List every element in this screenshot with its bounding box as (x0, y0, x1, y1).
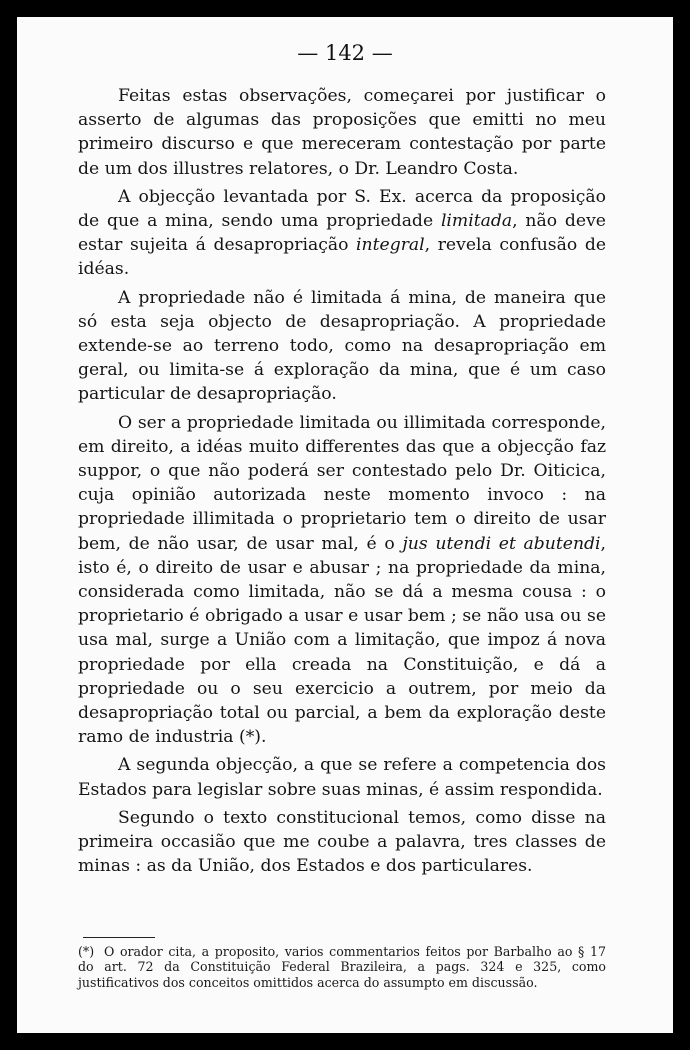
body-text (78, 84, 606, 879)
paragraph-4-part-1: O ser a propriedade limitada ou illimitada corresponde, em direito, a idéas muito differentes das que a objecção faz suppor, o que não poderá ser contestado pelo Dr. Oiticica, cuja opinião autorizada neste momento invoco : na propriedade illimitada o proprietario tem o direito de usar bem, de não usar, de usar mal, é o (78, 412, 606, 554)
footnote (78, 944, 606, 990)
paragraph-2-part-3: , não deve estar sujeita á desapropriação (78, 211, 606, 256)
paragraph-6: Segundo o texto constitucional temos, como disse na primeira occasião que me coube a palavra, tres classes de minas : as da União, dos Estados e dos particulares. (78, 807, 606, 877)
footnote-text: O orador cita, a proposito, varios commentarios feitos por Barbalho ao § 17 do art. 72 da Constituição Federal Brazileira, a pags. 324 e 325, como justificativos dos conceitos omittidos acerca do assumpto em discussão. (78, 944, 606, 990)
emphasis-integral: integral (356, 235, 425, 256)
emphasis-limitada: limitada (440, 211, 513, 232)
paragraph-5: A segunda objecção, a que se refere a competencia dos Estados para legislar sobre suas minas, é assim respondida. (78, 755, 606, 800)
paragraph-2-part-5: , revela confusão de idéas. (78, 235, 606, 280)
page-number: — 142 — (297, 41, 393, 65)
paragraph-4-part-3: , isto é, o direito de usar e abusar ; na propriedade da mina, considerada como limitada, não se dá a mesma cousa : o proprietario é obrigado a usar e usar bem ; se não usa ou se usa mal, surge a União com a limitação, que impoz á nova propriedade por ella creada na Constituição, e dá a propriedade ou o seu exercicio a outrem, por meio da desapropriação total ou parcial, a bem da exploração deste ramo de industria (*). (78, 533, 606, 748)
paragraph-2 (78, 185, 606, 282)
paragraph-1: Feitas estas observações, começarei por justificar o asserto de algumas das proposições que emitti no meu primeiro discurso e que mereceram contestação por parte de um dos illustres relatores, o Dr. Leandro Costa. (78, 86, 606, 179)
footnote-mark: (*) (78, 944, 95, 959)
paragraph-4 (78, 411, 606, 750)
paragraph-3: A propriedade não é limitada á mina, de maneira que só esta seja objecto de desapropriação. A propriedade extende-se ao terreno todo, como na desapropriação em geral, ou limita-se á exploração da mina, que é um caso particular de desapropriação. (78, 287, 606, 405)
emphasis-jus-utendi: jus utendi et abutendi (402, 533, 601, 554)
footnote-divider (83, 937, 155, 938)
paragraph-2-part-1: A objecção levantada por S. Ex. acerca da proposição de que a mina, sendo uma propriedade (78, 186, 606, 232)
book-page (17, 17, 673, 1033)
